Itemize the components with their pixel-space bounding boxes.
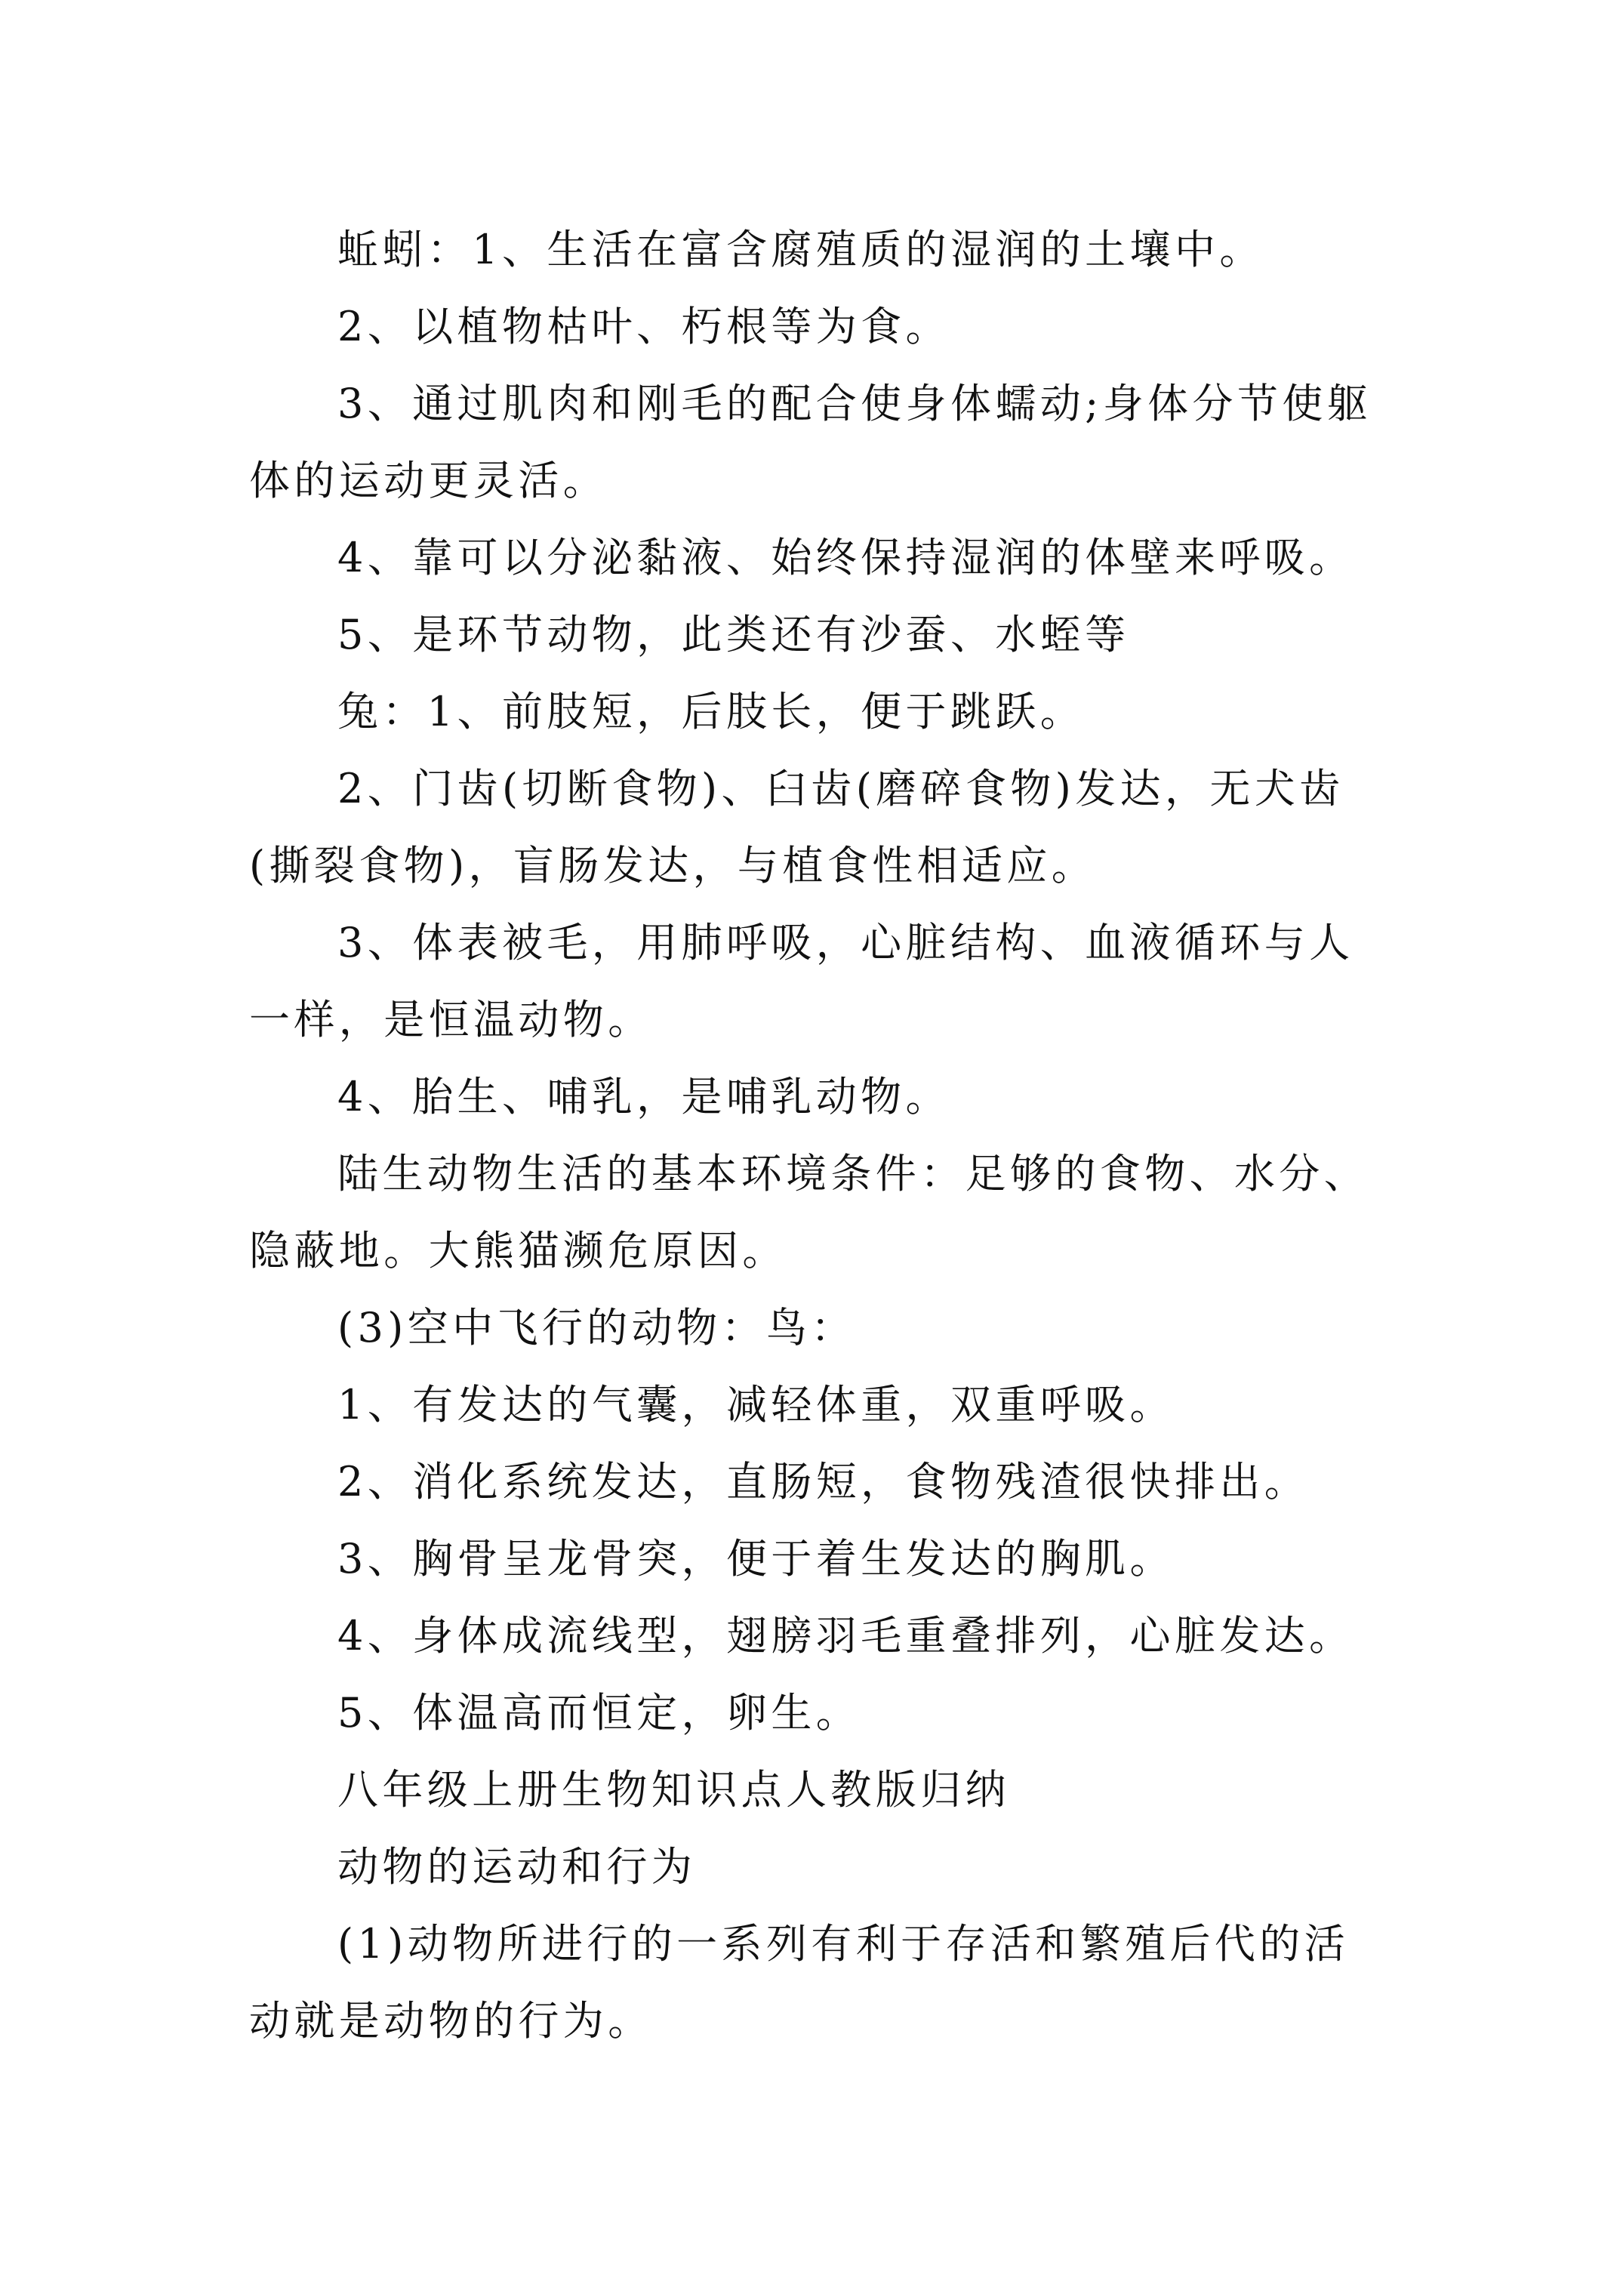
paragraph-earthworm-4: 4、靠可以分泌黏液、始终保持湿润的体壁来呼吸。 <box>337 534 1354 581</box>
paragraph-flying-animals-heading: (3)空中飞行的动物：鸟： <box>337 1304 856 1351</box>
paragraph-behavior-definition: (1)动物所进行的一系列有利于存活和繁殖后代的活动就是动物的行为。 <box>249 1920 1350 2045</box>
paragraph-earthworm-5: 5、是环节动物，此类还有沙蚕、水蛭等 <box>337 611 1130 658</box>
paragraph-bird-2: 2、消化系统发达，直肠短，食物残渣很快排出。 <box>337 1458 1310 1505</box>
paragraph-bird-1: 1、有发达的气囊，减轻体重，双重呼吸。 <box>337 1381 1175 1428</box>
paragraph-bird-3: 3、胸骨呈龙骨突，便于着生发达的胸肌。 <box>337 1535 1175 1583</box>
paragraph-section-title: 八年级上册生物知识点人教版归纳 <box>337 1766 1010 1814</box>
paragraph-bird-4: 4、身体成流线型，翅膀羽毛重叠排列，心脏发达。 <box>337 1612 1354 1660</box>
paragraph-subsection-title: 动物的运动和行为 <box>337 1843 697 1891</box>
paragraph-rabbit-1: 兔：1、前肢短，后肢长，便于跳跃。 <box>337 688 1086 735</box>
paragraph-rabbit-2: 2、门齿(切断食物)、臼齿(磨碎食物)发达，无犬齿(撕裂食物)，盲肠发达，与植食性相适应。 <box>249 765 1344 889</box>
paragraph-rabbit-4: 4、胎生、哺乳，是哺乳动物。 <box>337 1073 950 1120</box>
document-body <box>249 211 1389 2060</box>
paragraph-bird-5: 5、体温高而恒定，卵生。 <box>337 1689 861 1737</box>
paragraph-earthworm-1: 蚯蚓：1、生活在富含腐殖质的湿润的土壤中。 <box>337 226 1264 273</box>
paragraph-land-animal-conditions: 陆生动物生活的基本环境条件：足够的食物、水分、隐蔽地。大熊猫濒危原因。 <box>249 1150 1369 1274</box>
paragraph-rabbit-3: 3、体表被毛，用肺呼吸，心脏结构、血液循环与人一样，是恒温动物。 <box>249 919 1354 1043</box>
paragraph-earthworm-2: 2、以植物枯叶、朽根等为食。 <box>337 303 950 350</box>
paragraph-earthworm-3: 3、通过肌肉和刚毛的配合使身体蠕动;身体分节使躯体的运动更灵活。 <box>249 380 1372 504</box>
